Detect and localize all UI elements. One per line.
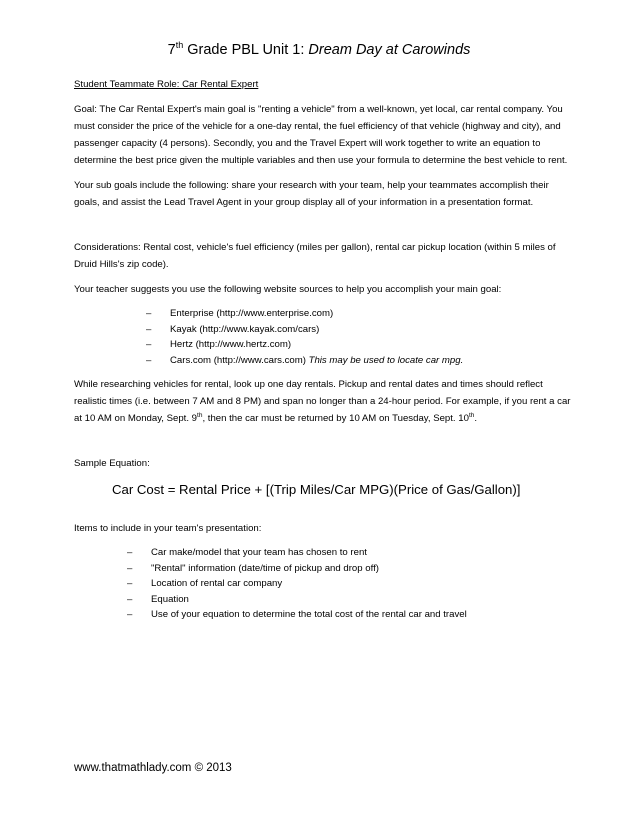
subgoals-paragraph: Your sub goals include the following: share your research with your team, help your teammates accomplish their goals, and assist the Lead Travel Agent in your group display all of your information in a presentation format. xyxy=(74,180,549,208)
page-title xyxy=(0,40,638,58)
research-paragraph xyxy=(74,376,574,427)
site-text: Hertz (http://www.hertz.com) xyxy=(170,339,292,350)
dash-bullet: – xyxy=(127,547,133,558)
suggestion-paragraph: Your teacher suggests you use the following website sources to help you accomplish your main goal: xyxy=(74,284,502,295)
research-sup2: th xyxy=(468,411,475,419)
considerations-paragraph: Considerations: Rental cost, vehicle's fuel efficiency (miles per gallon), rental car pickup location (within 5 miles of Druid Hills's zip code). xyxy=(74,242,556,270)
dash-bullet: – xyxy=(146,354,152,366)
document-body xyxy=(74,76,574,623)
list-item xyxy=(146,353,574,369)
spacer xyxy=(74,500,574,520)
sample-equation-label: Sample Equation: xyxy=(74,458,150,469)
dash-bullet: – xyxy=(127,593,133,605)
footer-copyright: www.thatmathlady.com © 2013 xyxy=(74,762,232,774)
item-text: Car make/model that your team has chosen to rent xyxy=(151,547,367,558)
site-text: Cars.com (http://www.cars.com) xyxy=(170,354,309,366)
site-note: This may be used to locate car mpg. xyxy=(308,354,464,366)
items-label: Items to include in your team's presentation: xyxy=(74,523,262,534)
equation: Car Cost = Rental Price + [(Trip Miles/Car MPG)(Price of Gas/Gallon)] xyxy=(112,482,521,497)
website-list xyxy=(74,306,574,368)
spacer xyxy=(74,219,574,239)
list-item xyxy=(146,337,574,353)
dash-bullet: – xyxy=(146,339,152,350)
list-item xyxy=(127,607,574,623)
research-sup1: th xyxy=(197,411,203,419)
role-heading: Student Teammate Role: Car Rental Expert xyxy=(74,79,259,90)
dash-bullet: – xyxy=(146,308,152,319)
research-part3: . xyxy=(474,413,478,424)
site-text: Kayak (http://www.kayak.com/cars) xyxy=(170,323,320,335)
list-item xyxy=(127,561,574,577)
list-item xyxy=(127,592,574,608)
title-prefix: Grade PBL Unit 1: xyxy=(187,41,309,58)
list-item xyxy=(127,576,574,592)
dash-bullet: – xyxy=(127,562,133,574)
title-grade-suffix: th xyxy=(175,40,184,50)
list-item xyxy=(146,322,574,338)
goal-paragraph: Goal: The Car Rental Expert's main goal is "renting a vehicle" from a well-known, yet local, car rental company. You must consider the price of the vehicle for a one-day rental, the fuel efficiency of that vehicle (highway and city), and passenger capacity (4 persons). Secondly, you and the Travel Expert will work together to write an equation to determine the best price given the multiple variables and then use your formula to determine the best vehicle to rent. xyxy=(74,104,568,166)
title-italic: Dream Day at Carowinds xyxy=(308,41,471,58)
presentation-items-list xyxy=(74,545,574,623)
research-part2: , then the car must be returned by 10 AM on Tuesday, Sept. 10 xyxy=(202,413,469,424)
dash-bullet: – xyxy=(127,578,133,589)
site-text: Enterprise (http://www.enterprise.com) xyxy=(170,308,334,319)
item-text: Location of rental car company xyxy=(151,578,283,589)
title-grade: 7 xyxy=(167,41,176,58)
dash-bullet: – xyxy=(146,323,152,335)
item-text: Equation xyxy=(151,593,189,605)
list-item xyxy=(146,306,574,322)
dash-bullet: – xyxy=(127,609,133,620)
spacer xyxy=(74,435,574,455)
list-item xyxy=(127,545,574,561)
item-text: "Rental" information (date/time of pickup and drop off) xyxy=(151,562,379,574)
research-part1: While researching vehicles for rental, look up one day rentals. Pickup and rental dates and times should reflect realistic times (i.e. between 7 AM and 8 PM) and span no longer than a 24-hour period. For example, if you rent a car at 10 AM on Monday, Sept. 9 xyxy=(74,379,571,424)
item-text: Use of your equation to determine the total cost of the rental car and travel xyxy=(151,609,467,620)
